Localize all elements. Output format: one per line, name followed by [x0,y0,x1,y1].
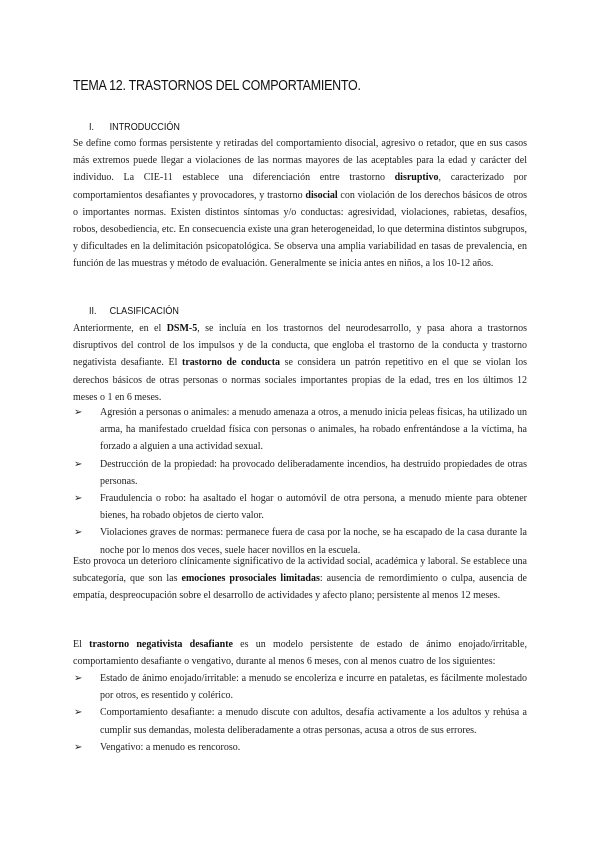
list-item [73,739,527,756]
section-number: II. [89,305,97,317]
prosocial-paragraph [73,553,527,605]
section-heading-introduccion [89,121,180,133]
list-item-text: Destrucción de la propiedad: ha provocado deliberadamente incendios, ha destruido propiedades de otras personas. [100,458,527,487]
list-item [73,490,527,524]
bold-term: DSM-5 [166,323,198,334]
arrow-bullet-icon: ➢ [74,741,83,753]
section-label: CLASIFICACIÓN [109,305,179,317]
list-item [73,404,527,456]
list-item-text: Comportamiento desafiante: a menudo discute con adultos, desafía activamente a los adultos y rehúsa a cumplir sus demandas, molesta deliberadamente a otras personas, acusa a otros de sus errores. [100,707,527,736]
arrow-bullet-icon: ➢ [74,673,83,684]
text-run: , caracterizado por comportamientos desafiantes y provocadores, y trastorno [73,172,527,201]
section-label: INTRODUCCIÓN [109,121,180,133]
arrow-bullet-icon: ➢ [74,527,83,539]
arrow-bullet-icon: ➢ [74,458,83,470]
bold-term: disruptivo [394,172,439,184]
list-item [73,670,527,704]
section-heading-clasificacion [89,305,179,317]
list-item-text: Violaciones graves de normas: permanece fuera de casa por la noche, se ha escapado de la casa durante la noche por lo menos dos veces, suele hacer novillos en la escuela. [100,527,527,556]
text-run: El [73,639,90,650]
list-item [73,456,527,490]
list-item-text: Fraudulencia o robo: ha asaltado el hogar o automóvil de otra persona, a menudo miente para obtener bienes, ha robado objetos de cierto valor. [100,493,527,522]
arrow-bullet-icon: ➢ [74,407,83,418]
list-item-text: Agresión a personas o animales: a menudo amenaza a otros, a menudo inicia peleas físicas, ha utilizado un arma, ha manifestado crueldad física con personas o animales, ha robado enfrentándose a la víctima, ha forzado a alguien a una actividad sexual. [100,407,527,453]
text-run: Esto provoca un deterioro clínicamente significativo de la actividad social, académica y laboral. Se establece una subcategoría, que son las [73,556,527,585]
list-item-text: Vengativo: a menudo es rencoroso. [100,741,241,753]
negativista-paragraph [73,636,527,670]
bold-term: trastorno de conducta [181,357,281,369]
text-run: Anteriormente, en el [73,323,167,334]
text-run: : ausencia de remordimiento o culpa, ausencia de empatía, despreocupación sobre el desarrollo de actividades y afecto plano; persistente al menos 12 meses. [73,573,527,602]
text-run: Se define como formas persistente y retiradas del comportamiento disocial, agresivo o retador, que en sus casos más extremos puede llegar a violaciones de las normas mayores de las aceptables para la edad y carácter del individuo. La CIE-11 establece una diferenciación entre trastorno [73,138,527,184]
intro-paragraph [73,135,527,273]
text-run: , se incluía en los trastornos del neurodesarrollo, y pasa ahora a trastornos disruptivos del control de los impulsos y de la conducta, que engloba el trastorno de la conducta y trastorno negativista desafiante. El [73,323,527,369]
text-run: es un modelo persistente de estado de ánimo enojado/irritable, comportamiento desafiante o vengativo, durante al menos 6 meses, con al menos cuatro de los siguientes: [73,639,527,668]
bold-term: disocial [305,189,338,201]
bold-term: emociones prosociales limitadas [181,573,320,585]
arrow-bullet-icon: ➢ [74,493,83,505]
text-run: con violación de los derechos básicos de otros o importantes normas. Existen distintos síntomas y/o conductas: agresividad, violaciones, rabietas, desafíos, robos, desobediencia, etc. En consecuencia existe una gran heterogeneidad, lo que determina distintos subgrupos, y dificultades en la delimitación psicopatológica. Se observa una amplia variabilidad en tasas de prevalencia, en función de las muestras y método de evaluación. Generalmente se inicia antes en niños, a los 10-12 años. [73,189,527,270]
conduct-criteria-list [73,404,527,559]
page-title: TEMA 12. TRASTORNOS DEL COMPORTAMIENTO. [73,78,361,94]
bold-term: trastorno negativista desafiante [89,639,233,650]
clasificacion-paragraph [73,320,527,406]
arrow-bullet-icon: ➢ [74,707,83,719]
list-item-text: Estado de ánimo enojado/irritable: a menudo se encoleriza e incurre en pataletas, es fácilmente molestado por otros, es resentido y colérico. [100,673,527,702]
text-run: se considera un patrón repetitivo en el que se violan los derechos básicos de otras personas o normas sociales importantes propias de la edad, tres en los últimos 12 meses o 1 en 6 meses. [73,357,527,403]
negativista-criteria-list [73,670,527,756]
section-number: I. [89,121,95,133]
list-item [73,704,527,738]
